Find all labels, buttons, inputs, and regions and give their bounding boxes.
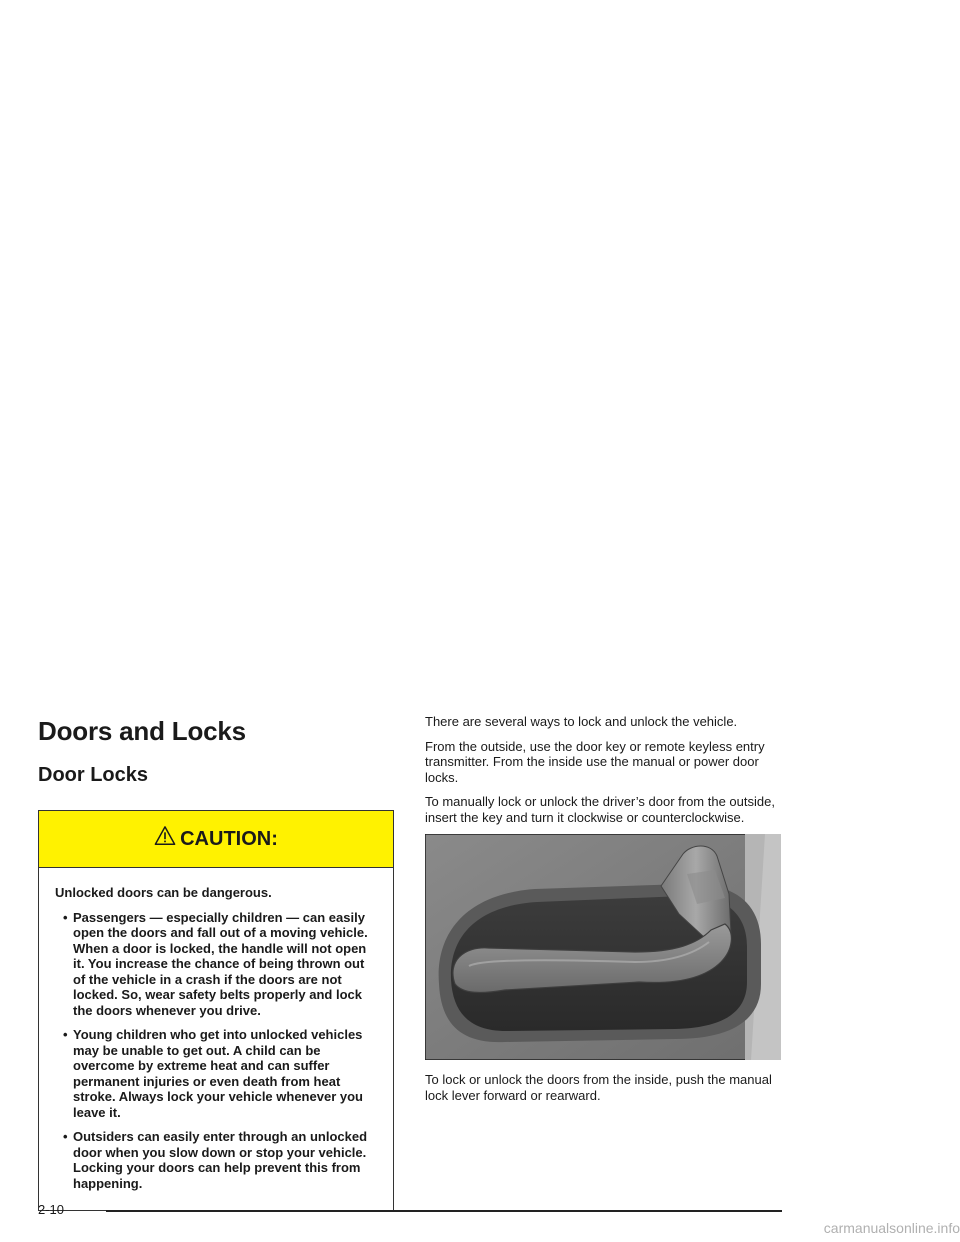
paragraph: From the outside, use the door key or remote keyless entry transmitter. From the inside use the manual or power door locks. bbox=[425, 738, 765, 785]
caution-box bbox=[38, 810, 394, 1211]
caution-bullet: • Passengers — especially children — can easily open the doors and fall out of a moving vehicle. When a door is locked, the handle will not open it. You increase the chance of being thrown out of the vehicle in a crash if the doors are not locked. So, wear safety belts properly and lock the doors whenever you drive. bbox=[55, 910, 377, 1019]
door-handle-photo bbox=[425, 834, 781, 1060]
caution-header bbox=[39, 811, 393, 868]
caution-lead: Unlocked doors can be dangerous. bbox=[55, 885, 272, 900]
caution-body bbox=[39, 868, 393, 1210]
paragraph: To manually lock or unlock the driver’s door from the outside, insert the key and turn it clockwise or counterclockwise. bbox=[425, 794, 775, 825]
caution-bullet: • Young children who get into unlocked vehicles may be unable to get out. A child can be overcome by extreme heat and can suffer permanent injuries or even death from heat stroke. Always lock your vehicle whenever you leave it. bbox=[55, 1027, 377, 1120]
page-number: 2-10 bbox=[38, 1202, 65, 1217]
paragraph: To lock or unlock the doors from the inside, push the manual lock lever forward or rearward. bbox=[425, 1072, 772, 1103]
caution-bullet-list bbox=[55, 910, 377, 1192]
footer-rule bbox=[106, 1210, 782, 1212]
warning-triangle-icon bbox=[154, 825, 176, 847]
left-column bbox=[38, 714, 394, 1211]
watermark: carmanualsonline.info bbox=[823, 1220, 960, 1236]
section-title: Doors and Locks bbox=[38, 716, 246, 746]
subsection-title: Door Locks bbox=[38, 764, 149, 786]
caution-title bbox=[154, 828, 278, 851]
caution-bullet: • Outsiders can easily enter through an unlocked door when you slow down or stop your vehicle. Locking your doors can help prevent this from happening. bbox=[55, 1129, 377, 1191]
paragraph: There are several ways to lock and unlock the vehicle. bbox=[425, 714, 738, 729]
right-column bbox=[425, 714, 781, 1112]
caution-title-text: CAUTION: bbox=[180, 827, 278, 850]
